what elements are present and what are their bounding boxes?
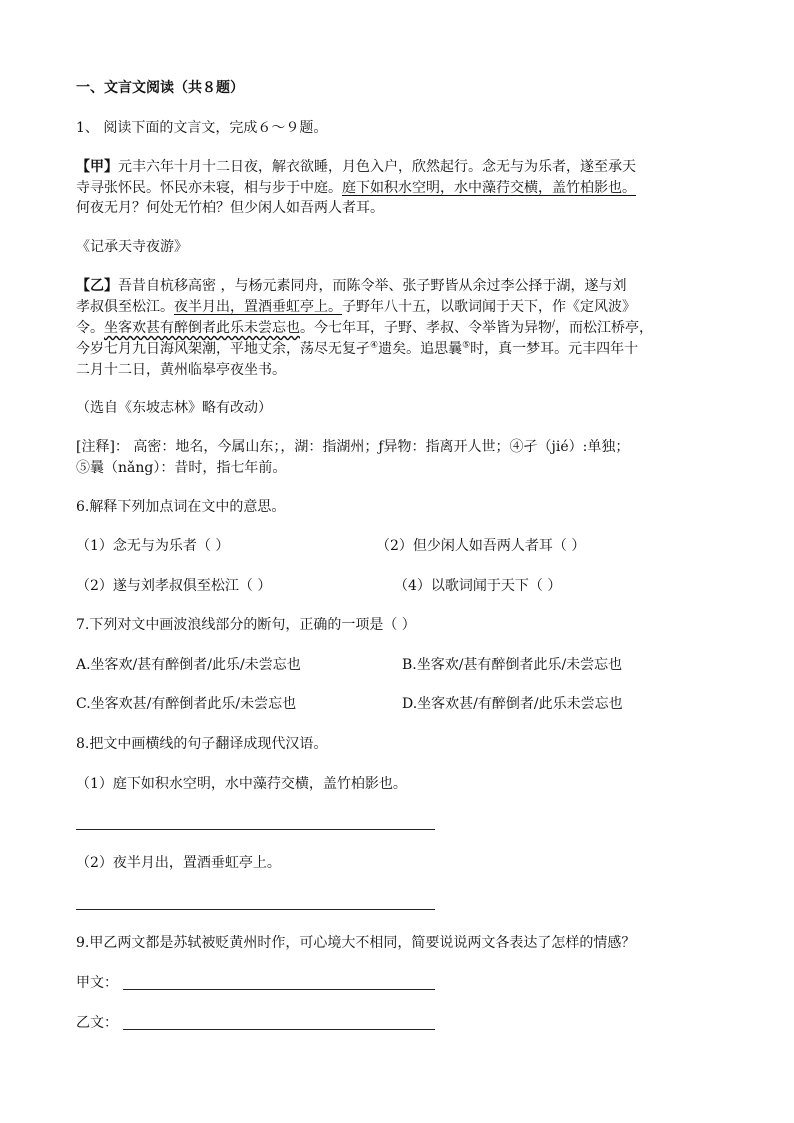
q9-jia-label: 甲文：: [76, 975, 118, 991]
passage-yi-text-2b: 子野年八十五，以歌词闻于天下，作《定风波》: [342, 299, 636, 315]
passage-yi-text-3a: 令。: [76, 320, 104, 336]
passage-yi-label: 【乙】: [76, 278, 118, 294]
question-intro: 1、 阅读下面的文言文，完成６～９题。: [76, 120, 328, 136]
passage-yi-line-4: [76, 339, 638, 359]
passage-yi-wavy-sentence: 坐客欢甚有醉倒者此乐未尝忘也: [104, 320, 300, 336]
q9-stem: 9.甲乙两文都是苏轼被贬黄州时作，可心境大不相同，简要说说两文各表达了怎样的情感？: [76, 935, 636, 951]
passage-jia-underlined-sentence: 庭下如积水空明，水中藻荇交横，盖竹柏影也。: [342, 180, 636, 196]
q9-yi-label: 乙文：: [76, 1015, 118, 1031]
passage-jia-text-2: 寺寻张怀民。怀民亦未寝，相与步于中庭。: [76, 180, 342, 196]
q7-option-d: D.坐客欢甚/有醉倒者/此乐未尝忘也: [402, 696, 623, 712]
passage-yi-text-1: 吾昔自杭移高密 ，与杨元素同舟，而陈令举、张子野皆从余过李公择于湖，遂与刘: [118, 278, 627, 294]
q6-item-1: （1）念无与为乐者（ ）: [76, 538, 230, 554]
passage-jia-line-1: [76, 157, 636, 177]
passage-yi-text-2a: 孝叔俱至松江。: [76, 299, 174, 315]
passage-yi-text-3c: ，而松江桥亭，: [555, 320, 654, 336]
passage-yi-line-1: [76, 276, 626, 296]
q7-option-c: C.坐客欢甚/有醉倒者此乐/未尝忘也: [76, 696, 297, 712]
q9-yi-answer-line[interactable]: [123, 1029, 435, 1030]
passage-jia-line-3: 何夜无月？何处无竹柏？但少闲人如吾两人者耳。: [76, 200, 384, 216]
q6-item-2: （2）但少闲人如吾两人者耳（ ）: [376, 538, 586, 554]
q9-jia-answer-line[interactable]: [123, 989, 435, 990]
passage-jia-text-1: 元丰六年十月十二日夜，解衣欲睡，月色入户，欣然起行。念无与为乐者，遂至承天: [118, 159, 636, 175]
passage-yi-line-2: [76, 297, 636, 317]
q8-answer-line-1[interactable]: [76, 829, 435, 830]
footnote-mark-5: ⑤: [462, 340, 471, 351]
passage-jia-label: 【甲】: [76, 159, 118, 175]
q7-option-a: A.坐客欢/甚有醉倒者/此乐/未尝忘也: [76, 657, 301, 673]
q8-answer-line-2[interactable]: [76, 909, 435, 910]
passage-yi-source: （选自《东坡志林》略有改动）: [76, 400, 272, 416]
passage-yi-line-5: 二月十二日，黄州临皋亭夜坐书。: [76, 362, 286, 378]
passage-yi-text-4c: 时，真一梦耳。元丰四年十: [470, 341, 639, 357]
footnote-mark-4: ④: [370, 340, 379, 351]
q6-item-3: （2）遂与刘孝叔俱至松江（ ）: [76, 578, 272, 594]
passage-yi-underlined-sentence: 夜半月出，置酒垂虹亭上。: [174, 299, 342, 315]
q8-sentence-2: （2）夜半月出，置酒垂虹亭上。: [76, 855, 281, 871]
q7-option-b: B.坐客欢/甚有醉倒者此乐/未尝忘也: [402, 657, 623, 673]
passage-yi-text-4b: 遗矣。追思曩: [378, 341, 463, 357]
passage-jia-source: 《记承天寺夜游》: [76, 239, 188, 255]
notes-line-2: ⑤曩（nǎng）：昔时，指七年前。: [76, 460, 287, 476]
q6-stem: 6.解释下列加点词在文中的意思。: [76, 499, 286, 515]
passage-jia-line-2: [76, 178, 636, 198]
passage-yi-line-3: [76, 318, 653, 338]
notes-line-1: [注释]： 高密：地名，今属山东；，湖：指湖州；ƒ异物：指离开人世；④孑（jié）:单独；: [76, 439, 630, 455]
q8-sentence-1: （1）庭下如积水空明，水中藻荇交横，盖竹柏影也。: [76, 776, 407, 792]
passage-yi-text-3b: 。今七年耳，子野、孝叔、令举皆为异物: [300, 320, 552, 336]
passage-yi-text-4a: 今岁七月九日海风架潮，平地丈余，荡尽无复孑: [76, 341, 370, 357]
footnote-mark-3: /: [552, 319, 556, 330]
q8-stem: 8.把文中画横线的句子翻译成现代汉语。: [76, 736, 328, 752]
section-title: 一、文言文阅读（共８题）: [76, 80, 244, 96]
q6-item-4: （4）以歌词闻于天下（ ）: [394, 578, 562, 594]
q7-stem: 7.下列对文中画波浪线部分的断句，正确的一项是（ ）: [76, 617, 416, 633]
